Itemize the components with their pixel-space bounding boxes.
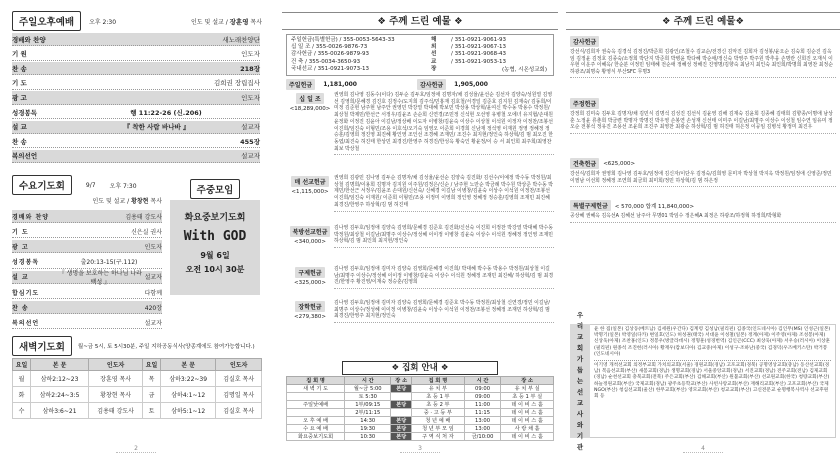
table-cell: 김명일 목사 xyxy=(216,387,262,403)
meeting-table xyxy=(286,376,554,441)
meeting-banner: ❖ 집회 안내 ❖ xyxy=(342,361,498,375)
offering-amount: <1,115,000> xyxy=(291,189,329,195)
account-line: 교 xyxy=(431,58,437,65)
column-header: 집 회 명 xyxy=(287,377,345,385)
table-cell: 14:30 xyxy=(345,417,391,425)
account-line: 외 xyxy=(431,44,437,51)
offering-section xyxy=(286,175,554,212)
dawn-prayer-header xyxy=(12,336,264,356)
order-value: 설교자 xyxy=(241,123,260,132)
table-cell: 금 xyxy=(143,387,161,403)
order-label: 찬 송 xyxy=(12,64,27,73)
weekday-meeting-name: 화요중보기도회 xyxy=(184,213,246,223)
offering-label-line xyxy=(570,158,836,169)
table-cell: 본당 xyxy=(391,433,412,441)
order-detail: 『 생명을 보호하는 하나님 나라 백성 』 xyxy=(58,269,142,286)
offering-label-block xyxy=(286,175,334,212)
table-cell: 1부/09:15 xyxy=(345,401,391,409)
account-line: 건 축 / 355-0034-3650-93 xyxy=(291,58,361,65)
column-header: 인도자 xyxy=(216,359,262,371)
table-cell: 삼하2:24~3:5 xyxy=(30,387,88,403)
side-char: 는 xyxy=(576,376,584,385)
missionary-list: 윤 한 집(일본) 김상동(베트남) 김세원(우간다) 김계령 김성남(필리핀) 김종국(인도네시아) 김인무(MS) 인성근(일본) 박명기(일본) 박영일(다카) 변일호(인도) 허성권(태국) 서대윤 이성철(일본) 정계(아제) 이주영(아제) 조성봉(아제) 신상욱(아제) 조찬홍(인도) 정봉우(방글라데시) 정형훈(성경번역) 김인곤(CCC) 최상욱(아제) 서우승(러시아) 이상훈(필리핀) 원종석 조진헌(러시아) 황재우(캄보디아) 김교중(아제) 이성구-조하난(중국) 김경덕(우즈베키스탄) 박거봉(인도네시아) xyxy=(594,327,831,357)
offering-section xyxy=(570,200,836,223)
mission-support-box xyxy=(570,310,836,451)
table-cell: 2부/11:15 xyxy=(345,409,391,417)
order-detail: 『 착한 사람 바나바 』 xyxy=(123,123,190,132)
order-detail: 행 11:22-26 (신.206) xyxy=(130,108,202,117)
offering-label: 장학헌금 xyxy=(295,301,324,312)
sunday-worship-title: 주일오후예배 xyxy=(12,11,81,31)
wednesday-prayer-header xyxy=(12,176,160,194)
offering-label: 주정헌금 xyxy=(570,98,599,109)
order-label: 광 고 xyxy=(12,243,29,251)
order-row xyxy=(12,135,260,148)
order-row xyxy=(12,91,260,104)
wednesday-prayer-leader: 인도 및 설교 / 황창현 목사 xyxy=(92,198,162,205)
table-cell: 삼하5:1~12 xyxy=(161,403,216,419)
table-cell: 구 역 식 처 자 xyxy=(412,433,465,441)
table-row xyxy=(287,425,554,433)
table-cell: 오 후 예 배 xyxy=(287,417,345,425)
table-cell: 초 등 2 부 xyxy=(412,401,465,409)
table-cell xyxy=(391,393,412,401)
table-cell: 09:00 xyxy=(464,393,501,401)
order-row xyxy=(12,240,162,253)
order-row xyxy=(12,150,260,163)
table-cell: 11:15 xyxy=(464,409,501,417)
side-char: 교 xyxy=(576,332,584,341)
table-cell: 황창현 목사 xyxy=(89,387,143,403)
dawn-prayer-table xyxy=(12,358,262,419)
offering-label: 감사헌금 xyxy=(570,36,599,47)
offering-summary xyxy=(286,79,554,90)
order-label: 합심기도 xyxy=(12,289,40,297)
table-cell: 토 5:30 xyxy=(345,393,391,401)
weekday-meeting-box xyxy=(170,200,260,295)
wednesday-prayer-time: 오후 7:30 xyxy=(109,182,137,190)
side-char: 관 xyxy=(576,442,584,451)
sunday-worship-time: 오후 2:30 xyxy=(89,18,117,26)
table-row xyxy=(287,433,554,441)
table-cell: 장훈영 목사 xyxy=(89,371,143,387)
account-list-vertical-label xyxy=(427,35,447,75)
page-2 xyxy=(0,0,272,456)
table-cell: 김실호 목사 xyxy=(216,371,262,387)
weekday-meeting-title: 주중모임 xyxy=(190,179,241,199)
weekday-meeting-slogan: With GOD xyxy=(183,229,247,244)
page-3 xyxy=(282,0,558,456)
offering-names: 공상혜 권혜옥 김옥선A 김혜선 남주아 무명01 박임수 정은혜A 최정은 하광조/하정혁 하정희/박형화 xyxy=(570,213,782,219)
offering-label: 북방선교헌금 xyxy=(290,226,331,237)
divider xyxy=(570,222,836,223)
offering-label-block xyxy=(286,92,334,155)
offering-amount: <325,000> xyxy=(294,280,326,286)
sunday-offering-amount: 1,181,000 xyxy=(323,81,357,88)
order-row xyxy=(12,33,260,46)
table-cell: 월~금 5:00 xyxy=(345,385,391,393)
account-line: 십 일 조 / 355-0026-9876-73 xyxy=(291,44,368,51)
thanks-offering-amount: 1,905,000 xyxy=(454,81,488,88)
offering-names: 김나영 김두호/임정애 김미자 김양숙 김영희/문혜경 이진희/ 박대혜 박수동 박용수 박정원/최상철 이길남/최명주 이상수/정성혜 이이정 이병창/김윤숙 이상수 이석원 정혜정 조재민 최진혜/ 하상혁/김 범 최경진/한영주 황진영/이재숙 정승훈/김영희 xyxy=(334,266,554,289)
offering-section xyxy=(570,98,836,134)
sunday-worship-leader: 인도 및 설교 / 장훈영 목사 xyxy=(191,17,262,26)
order-value: 김용태 강도사 xyxy=(125,213,162,221)
column-header: 요일 xyxy=(13,359,31,371)
order-row xyxy=(12,48,260,61)
offering-section xyxy=(286,300,554,323)
account-list-left xyxy=(287,35,427,75)
offering-label-line xyxy=(570,98,836,109)
order-label: 기 원 xyxy=(12,50,27,59)
order-detail: 출20:13-15(구.112) xyxy=(80,259,138,267)
wednesday-prayer-title: 수요기도회 xyxy=(12,175,72,195)
offering-label-block xyxy=(286,300,334,323)
table-cell: 11:00 xyxy=(464,401,501,409)
offering-names: 강선식/김희자 권영희 김나영 김두호/임정애 김신자/이단우 김정숙/김희영 문미자 박상철 박지옥 박정원/임정애 신영준/정민 이필남 이선희 정혜정 조연희 최금희 최미희/정민 하상혁/김 범 하은정 xyxy=(570,171,832,184)
order-label: 찬 송 xyxy=(12,137,27,146)
table-cell: 13:00 xyxy=(464,417,501,425)
table-cell: 목 xyxy=(143,371,161,387)
table-cell: 청 년 부 모 임 xyxy=(412,425,465,433)
table-cell: 김실호 목사 xyxy=(216,403,262,419)
table-cell: 삼하4:1~12 xyxy=(161,387,216,403)
order-row xyxy=(12,77,260,90)
weekday-meeting-time: 오전 10시 30분 xyxy=(185,265,245,274)
order-value: 설교자 xyxy=(241,152,260,161)
column-header: 시 간 xyxy=(345,377,391,385)
table-cell: 주일낮예배 xyxy=(287,401,345,409)
order-label: 찬 송 xyxy=(12,304,29,312)
column-header: 인도자 xyxy=(89,359,143,371)
order-row xyxy=(12,106,260,119)
offering-section xyxy=(570,36,836,78)
wednesday-prayer-date: 9/7 xyxy=(85,181,96,189)
order-label: 설 교 xyxy=(12,274,29,282)
column-header: 요일 xyxy=(143,359,161,371)
account-line: 감사헌금 / 355-0026-9879-93 xyxy=(291,51,370,58)
order-value: 420장 xyxy=(144,304,162,312)
offering-banner-continued: ❖ 주께 드린 예물❖ xyxy=(566,12,840,30)
table-cell: 금/10:00 xyxy=(464,433,501,441)
order-row xyxy=(12,62,260,75)
order-row xyxy=(12,121,260,134)
order-value: 신은실 권사 xyxy=(131,228,162,236)
offering-amount: < 570,000 합계 11,840,000> xyxy=(614,203,695,210)
divider xyxy=(570,77,836,78)
order-row xyxy=(12,225,162,238)
table-cell: 청 년 예 배 xyxy=(412,417,465,425)
order-value: 김희권 장립집사 xyxy=(213,79,260,88)
dawn-prayer-note: 월~금 5시, 토 5시30분, 주일 지하공동식사(양종계에도 참여가능합니다.) xyxy=(77,344,255,350)
mission-support-label xyxy=(570,310,590,451)
table-cell xyxy=(391,409,412,417)
offering-section xyxy=(286,266,554,289)
table-cell: 09:00 xyxy=(464,385,501,393)
table-cell: 월 xyxy=(13,371,31,387)
offering-names: 김나영 김두호/임정애 김양숙 김영희/문혜경 김준호 김진화/신선숙 이진희 이정찬 박강열 박대혜 박수동 박정원/최상철 이길남/최명주 이상수/정성혜 이이정 이병창 김윤숙 이상수 이석원 정혜정 정인영 조재민 하상혁/김 범 최인희 최지현/정인숙 xyxy=(334,225,554,248)
order-row xyxy=(12,286,162,299)
table-cell: 데 이 비 스 홀 xyxy=(501,409,554,417)
table-cell: 데 이 비 스 홀 xyxy=(501,401,554,409)
column-header: 장 소 xyxy=(501,377,554,385)
table-row xyxy=(287,409,554,417)
mission-support-list xyxy=(590,324,836,438)
order-label: 기 도 xyxy=(12,228,29,236)
order-label: 경배와 찬양 xyxy=(12,213,50,221)
offering-amount: <340,000> xyxy=(294,239,326,245)
page-number: 3 xyxy=(282,445,558,453)
page-4 xyxy=(566,0,840,456)
account-line: 국내선교 / 351-0921-9073-13 xyxy=(291,65,370,72)
table-cell: 유 치 부 xyxy=(412,385,465,393)
offering-label-line xyxy=(570,200,836,211)
table-cell: 13:00 xyxy=(464,425,501,433)
order-label: 성경봉독 xyxy=(12,108,38,117)
account-box xyxy=(286,34,554,76)
side-char: 리 xyxy=(576,321,584,330)
order-value: 설교자 xyxy=(144,274,162,282)
order-value: 인도자 xyxy=(241,93,260,102)
dawn-prayer-title: 새벽기도회 xyxy=(12,336,72,356)
table-row xyxy=(287,385,554,393)
table-cell: 중 · 고 등 부 xyxy=(412,409,465,417)
table-cell: 토 xyxy=(143,403,161,419)
offering-section xyxy=(286,92,554,155)
offering-label: 십 일 조 xyxy=(296,93,324,104)
offering-amount: <18,289,000> xyxy=(289,106,331,112)
table-cell: 19:30 xyxy=(345,425,391,433)
column-header: 본 문 xyxy=(161,359,216,371)
table-cell xyxy=(287,409,345,417)
offering-amount: <279,380> xyxy=(294,314,326,320)
side-char: 기 xyxy=(576,431,584,440)
table-row xyxy=(13,371,262,387)
table-cell: 초 등 1 부 xyxy=(412,393,465,401)
table-cell: 삼하3:6~21 xyxy=(30,403,88,419)
offering-label: 매 선교헌금 xyxy=(291,176,328,187)
sunday-worship-header xyxy=(12,12,262,30)
table-cell: 화 xyxy=(13,387,31,403)
offering-label: 건축헌금 xyxy=(570,158,599,169)
order-label: 기 도 xyxy=(12,79,27,88)
page-number: 4 xyxy=(566,445,840,453)
order-value: 인도자 xyxy=(144,243,162,251)
offering-names: 강선식/김희자 권숙옥 김경석 김정진/박준희 김광인/조철수 김교순/전경신 김악진 김희자 김성봉/윤오순 김숙희 김순진 김옥임 김정윤 김정호 김종숙/소정희 박단지 박준희 박병윤 박다혜 박순애/정신숙 박영주 박주원 박추웅 손명란 신희진 오재식 이우현 이운주 이혜옥/ 한순분 이정민 임태혜 전순애 정혜성 정해진 진영명/김향숙 최남지 최인숙 최인희/박명희 최영찬 최정순 하광조/최명숙 황영식 부산SFC 무명3 xyxy=(570,49,833,75)
table-cell: 수 xyxy=(13,403,31,419)
divider xyxy=(570,186,836,187)
order-value: 다함께 xyxy=(144,289,162,297)
account-line: 해 xyxy=(431,37,437,43)
table-row xyxy=(13,387,262,403)
order-row xyxy=(12,210,162,223)
table-row xyxy=(287,401,554,409)
side-char: 가 xyxy=(576,354,584,363)
offering-section xyxy=(570,158,836,187)
table-cell: 본당 xyxy=(391,417,412,425)
page-number: 2 xyxy=(0,445,272,453)
order-label: 복의선언 xyxy=(12,152,38,161)
side-char: 와 xyxy=(576,420,584,429)
order-label: 광 고 xyxy=(12,93,27,102)
order-row xyxy=(12,271,162,284)
account-line: 선 xyxy=(431,51,437,58)
side-char: 선 xyxy=(576,387,584,396)
side-char: 돕 xyxy=(576,365,584,374)
offering-names: 김나영 김두호/임정애 김미자 김양숙 김영희/문혜경 김준호 박수동 박정원/최상철 신연경/정민 이길남/최명주 이상수/정성혜 이이정 이병창/김윤숙 이상수 이석원 이정찬/조봉선 정혜정 조재민 하상혁/김 범 최경진/한영주 최지현/정인숙 xyxy=(334,300,554,323)
thanks-offering-label: 감사헌금 xyxy=(417,79,446,90)
order-value: 인도자 xyxy=(241,50,260,59)
table-cell: 본당 xyxy=(391,401,412,409)
table-cell: 사 랑 채 홀 xyxy=(501,425,554,433)
table-cell xyxy=(287,393,345,401)
offering-names: 권영희 김나영 김동수(이다) 김두순 김두호/임정애 김명자/채 김성율/윤선순 김선자 김양숙/성원열 김영선 김영희/문혜경 김진호 김정수/도지희 김주석/민홍재 김호철/서경일 김준호 김지원 김재숙/ 김동희/이미정 김준현 남주현 남주안 권영민 박강열 박대혜 박보민 박상용 박상혁/윤여신 박수동 박용수 박정원/최상철 박제민/한선근 서정우/김윤조 손순희 신연경/조민정 신석현 오선영 유병철 오에녀 유지협/손대원 윤정화 이정진 김윤아 이길남/정상배 이도자 이병창/김윤숙 이상수 이상철 이석원 이정자 이정찬/조봉선 이진희/임진숙 이형민/조용 이호석/오기숙 임영오 이준희 이경희 신남재 정석영 이재원 정영 정혜정 정승훈/김영희 정진영 최진혜 황인영 조인선 조경혜 조재민/ 조진수 최지현/정인숙 하상혁/김 범 최오진 한동엽/최진숙 허진태 한상민 최경진/한영주 허경진/한성옥 황숙인 황윤정/이 승 서 최인희 최주희/최영찬 최보 박상철 xyxy=(334,92,554,155)
account-line: / 351-0921-9061-93 xyxy=(451,37,507,43)
account-line: 주일헌금(특별헌금) / 355-0053-5643-33 xyxy=(291,37,395,43)
side-char: 교 xyxy=(576,398,584,407)
side-char: 사 xyxy=(576,409,584,418)
offering-names: 강정희 김미숙 김두호 김명자/채 김민식 김명석 김성진 김선식 김윤영 김해 김재숙 김윤희 김종혜 김태희 김향종/이명애 남상훈 노정윤 류춘희 박금련 박명자 박명진 박우영 손봉연 손성재 신선태 이미주 이길남/최명주 이상수 이성철 임수연 임유미 정오순 전봉석 정유진 조용선 조윤희 조진주 최영찬 최광순 하상혁/김 범 허진태 허은정 이공임 김병석 황정미 최진우 xyxy=(570,111,833,131)
order-value: 218장 xyxy=(240,64,260,73)
table-row xyxy=(287,393,554,401)
account-line: / 351-0921-9068-43 xyxy=(451,51,507,58)
table-cell: 데 이 비 스 홀 xyxy=(501,433,554,441)
table-row xyxy=(287,417,554,425)
order-value: 설교자 xyxy=(144,319,162,327)
divider xyxy=(570,133,836,134)
table-cell: 10:30 xyxy=(345,433,391,441)
table-cell: 본당 xyxy=(391,425,412,433)
order-value: 새노래찬양단 xyxy=(222,35,260,44)
table-cell: 유 치 부 실 xyxy=(501,385,554,393)
order-row xyxy=(12,256,162,269)
table-cell: 본당 xyxy=(391,385,412,393)
table-cell: 삼하2:12~23 xyxy=(30,371,88,387)
sunday-offering-label: 주일헌금 xyxy=(286,79,315,90)
divider xyxy=(594,360,831,361)
offering-section xyxy=(286,225,554,248)
weekday-meeting xyxy=(170,174,260,324)
bank-name: (농협, 시온성교회) xyxy=(502,67,547,73)
side-char: 우 xyxy=(576,310,584,319)
offering-label-block xyxy=(286,266,334,289)
account-line: / 351-0921-9053-13 xyxy=(451,58,507,65)
offering-label-block xyxy=(286,225,334,248)
table-cell: 삼하3:22~39 xyxy=(161,371,216,387)
offering-label: 구제헌금 xyxy=(295,267,324,278)
column-header: 시 간 xyxy=(464,377,501,385)
account-line: / 351-0921-9067-13 xyxy=(451,44,507,51)
table-cell: 초 등 1 부 실 xyxy=(501,393,554,401)
order-value: 455장 xyxy=(240,137,260,146)
table-row xyxy=(13,403,262,419)
order-row xyxy=(12,301,162,314)
column-header: 장 소 xyxy=(391,377,412,385)
order-label: 설 교 xyxy=(12,123,27,132)
organization-list: 이기영 개척선교회 의정부교회 가치의교회(서울) 경원교회(경남) 고포교회(경북) 공명영상교회(충남) 동산선교회(경남) 복음선교회(부산) 새봄교회(경남) 생명교회(경남) 서울중앙교회(경남) 서진교회(경남) 전주교회(전남) 김제교회(경남) 순천선교회 충북교회(전북) 주은교회(부산) 김해교회(부산) 원불교회(부산) 선교원교회(한국) 청량교회(부산) 하늘정원교회(부산) 국제교회(경남) 광주초등학교(부산) 사빈사랑교회(부산) 재해리교회(부산) 고포교회(부산) 국제NGO(부산) 청심선교회(울산) 한무교회(부산) 영모교회(부산) 청교교회(부산) 고신전문교 순명행복사역사 선교후원회 등 xyxy=(594,363,830,400)
offering-label: 특별구제헌금 xyxy=(570,200,611,211)
table-cell: 화요중보기도회 xyxy=(287,433,345,441)
order-label: 성경봉독 xyxy=(12,259,40,267)
account-line: 장 xyxy=(431,65,437,72)
offering-label-line xyxy=(570,36,836,47)
offering-names: 권영희 김광민 김나영 김두순 김명자/채 김성율/윤선순 김양숙 김진화/ 김선수/이예정 박수동 박정원/최상철 김명희/이용희 김명자 김지원 이주원/김정은/신순 / 남주현 노만순 박금례 박수원 박상준 박수동 박제민/한선근 서정우/김윤조 손대원/신선숙/ 신혜경 이길남 이병창/김윤숙 이상수 이석원 이정찬/조봉선 이진희/임진숙 이재원/ 이준희 이형민/조용 이정미 이영희 정인영 정혜정 정승훈/김영희 조재민 최진혜 최경진/한영주 하상혁/김 범 허진태 xyxy=(334,175,554,212)
order-row xyxy=(12,316,162,329)
table-cell: 김용태 강도사 xyxy=(89,403,143,419)
table-cell: 데 이 비 스 홀 xyxy=(501,417,554,425)
table-cell: 새 벽 기 도 xyxy=(287,385,345,393)
column-header: 집 회 명 xyxy=(412,377,465,385)
column-header: 본 문 xyxy=(30,359,88,371)
side-char: 회 xyxy=(576,343,584,352)
order-label: 복의선언 xyxy=(12,319,40,327)
order-label: 경배와 찬양 xyxy=(12,35,46,44)
weekday-meeting-date: 9월 6일 xyxy=(200,251,230,260)
offering-amount: <625,000> xyxy=(603,160,636,167)
table-cell: 수 요 예 배 xyxy=(287,425,345,433)
offering-banner: ❖ 주께 드린 예물 ❖ xyxy=(282,12,558,30)
